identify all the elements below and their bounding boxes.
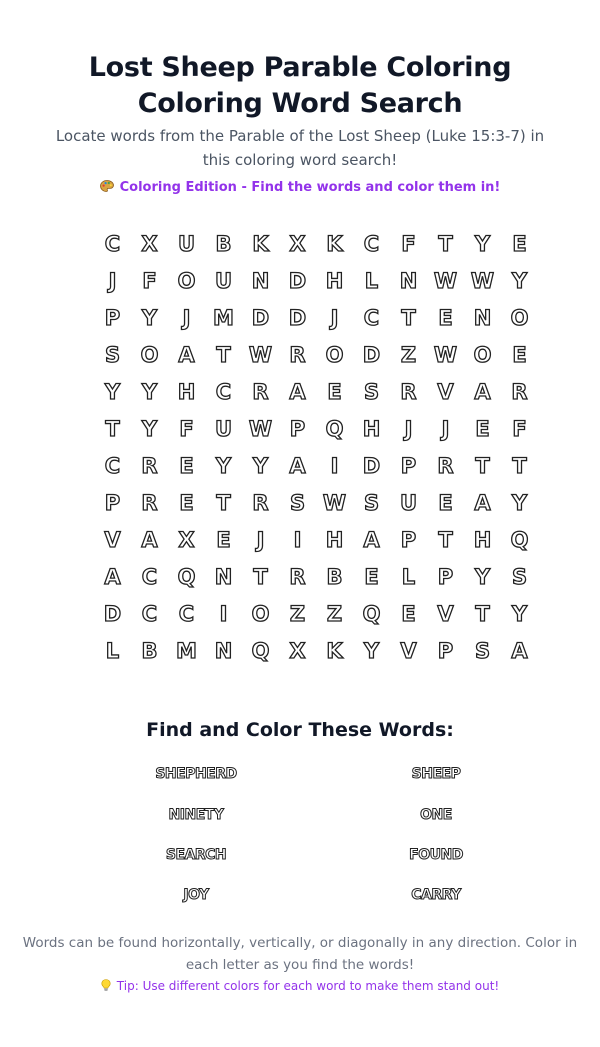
grid-cell[interactable]: R	[289, 565, 306, 589]
grid-cell[interactable]: S	[511, 565, 528, 589]
grid-cell[interactable]: D	[103, 602, 122, 626]
grid-cell[interactable]: D	[288, 269, 307, 293]
word-item[interactable]: SHEEP	[411, 766, 461, 782]
grid-cell[interactable]: Y	[252, 454, 269, 478]
grid-cell[interactable]: P	[104, 491, 121, 515]
grid-cell[interactable]: E	[364, 565, 379, 589]
grid-cell[interactable]: R	[252, 491, 269, 515]
grid-cell[interactable]: O	[251, 602, 270, 626]
grid-cell[interactable]: A	[474, 491, 491, 515]
grid-cell[interactable]: I	[330, 454, 339, 478]
grid-cell[interactable]: S	[289, 491, 306, 515]
grid-cell[interactable]: N	[251, 269, 270, 293]
word-item[interactable]: SHEPHERD	[155, 766, 237, 782]
grid-cell[interactable]: Y	[511, 269, 528, 293]
grid-cell[interactable]: K	[326, 639, 343, 663]
grid-cell[interactable]: I	[219, 602, 228, 626]
grid-cell[interactable]: Y	[141, 417, 158, 441]
grid-cell[interactable]: Q	[251, 639, 270, 663]
word-item[interactable]: NINETY	[168, 807, 224, 823]
grid-cell[interactable]: T	[438, 232, 453, 256]
grid-cell[interactable]: R	[437, 454, 454, 478]
grid-cell[interactable]: H	[177, 380, 196, 404]
grid-cell[interactable]: J	[256, 528, 265, 552]
grid-cell[interactable]: O	[473, 343, 492, 367]
grid-cell[interactable]: B	[141, 639, 158, 663]
grid-cell[interactable]: U	[399, 491, 418, 515]
grid-cell[interactable]: A	[363, 528, 380, 552]
grid-cell[interactable]: T	[475, 602, 490, 626]
grid-cell[interactable]: O	[140, 343, 159, 367]
grid-cell[interactable]: E	[327, 380, 342, 404]
grid-cell[interactable]: C	[363, 232, 380, 256]
grid-cell[interactable]: E	[475, 417, 490, 441]
grid-cell[interactable]: L	[105, 639, 120, 663]
grid-cell[interactable]: D	[251, 306, 270, 330]
grid-cell[interactable]: M	[213, 306, 234, 330]
grid-cell[interactable]: C	[178, 602, 195, 626]
grid-cell[interactable]: J	[330, 306, 339, 330]
grid-cell[interactable]: W	[322, 491, 347, 515]
grid-cell[interactable]: W	[433, 343, 458, 367]
grid-cell[interactable]: F	[179, 417, 194, 441]
grid-cell[interactable]: J	[182, 306, 191, 330]
grid-cell[interactable]: N	[214, 639, 233, 663]
grid-cell[interactable]: P	[400, 454, 417, 478]
grid-cell[interactable]: A	[289, 454, 306, 478]
grid-cell[interactable]: P	[400, 528, 417, 552]
grid-cell[interactable]: J	[441, 417, 450, 441]
coloring-edition-banner	[0, 178, 600, 198]
grid-cell[interactable]: D	[288, 306, 307, 330]
grid-cell[interactable]: S	[104, 343, 121, 367]
grid-cell[interactable]: W	[433, 269, 458, 293]
grid-cell[interactable]: K	[326, 232, 343, 256]
word-list-heading: Find and Color These Words:	[146, 719, 454, 741]
grid-cell[interactable]: V	[437, 380, 454, 404]
grid-cell[interactable]: P	[437, 639, 454, 663]
grid-cell[interactable]: M	[176, 639, 197, 663]
grid-cell[interactable]: C	[141, 565, 158, 589]
grid-cell[interactable]: Z	[289, 602, 306, 626]
grid-cell[interactable]: S	[474, 639, 491, 663]
grid-cell[interactable]: D	[362, 454, 381, 478]
grid-cell[interactable]: E	[438, 306, 453, 330]
grid-cell[interactable]: C	[104, 232, 121, 256]
word-item[interactable]: CARRY	[411, 887, 461, 903]
grid-cell[interactable]: P	[289, 417, 306, 441]
word-item[interactable]: ONE	[420, 807, 452, 823]
page-subtitle: Locate words from the Parable of the Lost Sheep (Luke 15:3-7) in this coloring word search!	[55, 127, 545, 169]
grid-cell[interactable]: V	[104, 528, 121, 552]
grid-cell[interactable]: Y	[363, 639, 380, 663]
page-title: Lost Sheep Parable Coloring Coloring Word Search	[88, 52, 512, 119]
word-item[interactable]: JOY	[183, 887, 209, 903]
grid-cell[interactable]: T	[438, 528, 453, 552]
grid-cell[interactable]: T	[105, 417, 120, 441]
grid-cell[interactable]: X	[141, 232, 158, 256]
grid-cell[interactable]: S	[363, 491, 380, 515]
grid-cell[interactable]: T	[512, 454, 527, 478]
grid-cell[interactable]: Y	[511, 491, 528, 515]
grid-cell[interactable]: H	[473, 528, 492, 552]
grid-cell[interactable]: E	[512, 343, 527, 367]
grid-cell[interactable]: Q	[325, 417, 344, 441]
coloring-edition-label: Coloring Edition - Find the words and color them in!	[119, 180, 501, 195]
grid-cell[interactable]: H	[325, 269, 344, 293]
grid-cell[interactable]: N	[399, 269, 418, 293]
grid-cell[interactable]: T	[216, 343, 231, 367]
grid-cell[interactable]: K	[252, 232, 269, 256]
grid-cell[interactable]: T	[475, 454, 490, 478]
grid-cell[interactable]: H	[325, 528, 344, 552]
grid-cell[interactable]: R	[141, 491, 158, 515]
grid-cell[interactable]: T	[253, 565, 268, 589]
grid-cell[interactable]: C	[141, 602, 158, 626]
grid-cell[interactable]: X	[289, 232, 306, 256]
grid-cell[interactable]: V	[400, 639, 417, 663]
grid-cell[interactable]: J	[108, 269, 117, 293]
grid-cell[interactable]: W	[470, 269, 495, 293]
grid-cell[interactable]: B	[326, 565, 343, 589]
grid-cell[interactable]: Q	[362, 602, 381, 626]
grid-cell[interactable]: Y	[141, 380, 158, 404]
grid-cell[interactable]: E	[438, 491, 453, 515]
grid-cell[interactable]: C	[215, 380, 232, 404]
grid-cell[interactable]: S	[363, 380, 380, 404]
grid-cell[interactable]: D	[362, 343, 381, 367]
grid-cell[interactable]: W	[248, 343, 273, 367]
grid-cell[interactable]: R	[511, 380, 528, 404]
grid-cell[interactable]: E	[401, 602, 416, 626]
grid-cell[interactable]: L	[364, 269, 379, 293]
grid-cell[interactable]: Z	[400, 343, 417, 367]
grid-cell[interactable]: R	[141, 454, 158, 478]
grid-cell[interactable]: H	[362, 417, 381, 441]
grid-cell[interactable]: C	[363, 306, 380, 330]
grid-cell[interactable]: Y	[474, 232, 491, 256]
grid-cell[interactable]: R	[400, 380, 417, 404]
grid-cell[interactable]: A	[474, 380, 491, 404]
grid-cell[interactable]: U	[214, 417, 233, 441]
grid-cell[interactable]: F	[512, 417, 527, 441]
grid-cell[interactable]: A	[104, 565, 121, 589]
grid-cell[interactable]: A	[178, 343, 195, 367]
palette-icon	[100, 180, 114, 192]
grid-cell[interactable]: X	[289, 639, 306, 663]
tip-text: Tip: Use different colors for each word to make them stand out!	[116, 979, 500, 993]
grid-cell[interactable]: A	[141, 528, 158, 552]
grid-cell[interactable]: E	[179, 491, 194, 515]
grid-cell[interactable]: A	[289, 380, 306, 404]
grid-cell[interactable]: O	[177, 269, 196, 293]
grid-cell[interactable]: P	[437, 565, 454, 589]
grid-cell[interactable]: F	[401, 232, 416, 256]
grid-cell[interactable]: Q	[177, 565, 196, 589]
grid-cell[interactable]: R	[289, 343, 306, 367]
grid-cell[interactable]: U	[214, 269, 233, 293]
grid-cell[interactable]: E	[179, 454, 194, 478]
grid-cell[interactable]: Y	[104, 380, 121, 404]
word-item[interactable]: SEARCH	[165, 847, 227, 863]
grid-cell[interactable]: O	[510, 306, 529, 330]
grid-cell[interactable]: Y	[511, 602, 528, 626]
grid-cell[interactable]: Y	[474, 565, 491, 589]
grid-cell[interactable]: N	[473, 306, 492, 330]
grid-cell[interactable]: R	[252, 380, 269, 404]
grid-cell[interactable]: Z	[326, 602, 343, 626]
grid-cell[interactable]: I	[293, 528, 302, 552]
grid-cell[interactable]: J	[404, 417, 413, 441]
grid-cell[interactable]: W	[248, 417, 273, 441]
grid-cell[interactable]: Y	[141, 306, 158, 330]
grid-cell[interactable]: E	[216, 528, 231, 552]
grid-cell[interactable]: O	[325, 343, 344, 367]
word-item[interactable]: FOUND	[409, 847, 463, 863]
grid-cell[interactable]: B	[215, 232, 232, 256]
grid-cell[interactable]: V	[437, 602, 454, 626]
grid-cell[interactable]: P	[104, 306, 121, 330]
grid-cell[interactable]: N	[214, 565, 233, 589]
grid-cell[interactable]: L	[401, 565, 416, 589]
grid-cell[interactable]: Y	[215, 454, 232, 478]
grid-cell[interactable]: Q	[510, 528, 529, 552]
grid-cell[interactable]: T	[401, 306, 416, 330]
grid-cell[interactable]: E	[512, 232, 527, 256]
grid-cell[interactable]: U	[177, 232, 196, 256]
letter-grid	[94, 226, 538, 670]
grid-cell[interactable]: C	[104, 454, 121, 478]
grid-cell[interactable]: F	[142, 269, 157, 293]
instructions-text: Words can be found horizontally, vertically, or diagonally in any direction. Color in each letter as you find the words!	[22, 935, 578, 973]
tip-banner	[0, 976, 600, 996]
grid-cell[interactable]: A	[511, 639, 528, 663]
grid-cell[interactable]: X	[178, 528, 195, 552]
grid-cell[interactable]: T	[216, 491, 231, 515]
lightbulb-icon	[101, 979, 111, 991]
